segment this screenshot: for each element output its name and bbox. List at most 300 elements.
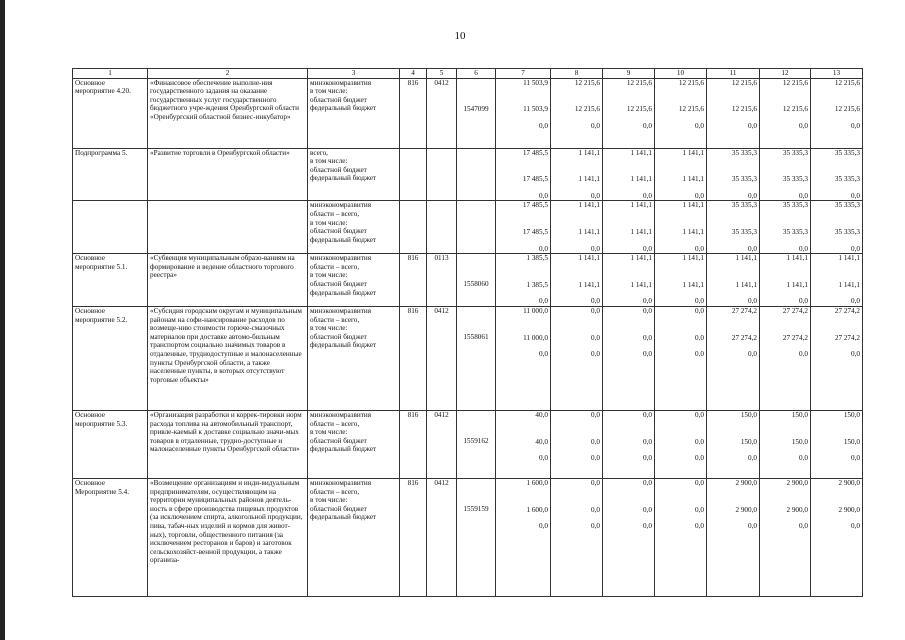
federal-budget-value: 0,0 [539,522,548,531]
total-value: 1 141,1 [682,201,704,210]
csr-code [457,78,496,148]
funding-source [308,478,400,596]
federal-budget-value: 0,0 [591,454,600,463]
total-value: 2 900,0 [735,478,757,487]
federal-budget-value: 0,0 [695,121,704,130]
funding-source-line: в том числе: [310,428,348,437]
total-value: 40,0 [535,410,548,419]
funding-source-line: областной бюджет [310,95,367,104]
year-value-col-7 [496,148,551,201]
regional-budget-value: 11 503,9 [523,105,548,114]
total-value: 12 215,6 [731,78,757,87]
total-value: 1 141,1 [578,254,600,263]
year-value-col-8 [551,254,603,307]
total-value: 0,0 [695,410,704,419]
activity-name [73,201,148,254]
regional-budget-value: 1 141,1 [630,227,652,236]
regional-budget-value: 2 900,0 [786,505,808,514]
column-header-9: 9 [603,69,655,79]
total-value: 11 503,9 [523,78,548,87]
total-value: 27 274,2 [782,306,808,315]
activity-description: «Субсидия городским округам и муниципальным районам на софи-нансирование расходов по возмеще-нию стоимости горюче-смазочных материалов при доставке автомо-бильным транспортом социально значимых товаров в отдаленные, труднодоступные и малонаселенные пункты Оренбургской области, а также населенные пункты, в которых отсутствуют торговые объекты» [148,306,308,410]
rzpr-code [427,201,457,254]
csr-code [457,306,496,410]
column-header-13: 13 [811,69,863,79]
table-row [73,254,863,307]
activity-name: Подпрограмма 5. [73,148,148,201]
total-value: 1 141,1 [682,148,704,157]
activity-description: «Развитие торговли в Оренбургской области» [148,148,308,201]
activity-name: Основное мероприятие 4.20. [73,78,148,148]
federal-budget-value: 0,0 [591,244,600,253]
year-value-col-11 [707,201,760,254]
regional-budget-value: 0,0 [591,437,600,446]
funding-source-line: федеральный бюджет [310,513,377,522]
year-value-col-13 [811,201,863,254]
funding-source-line: минэкономразвития [310,254,372,263]
rzpr-code: 0412 [427,410,457,478]
table-body [73,78,863,596]
table-row [73,148,863,201]
federal-budget-value: 0,0 [643,297,652,306]
year-value-col-9 [603,148,655,201]
activity-description: «Субвенция муниципальным образо-ваниям на формирование и ведение областного торгового реестра» [148,254,308,307]
year-value-col-8 [551,306,603,410]
year-value-col-7 [496,410,551,478]
year-value-col-13 [811,306,863,410]
funding-source-line: областной бюджет [310,436,367,445]
total-value: 17 485,5 [522,148,548,157]
federal-budget-value: 0,0 [799,297,808,306]
year-value-col-13 [811,78,863,148]
funding-source-line: в том числе: [310,157,348,166]
federal-budget-value: 0,0 [799,350,808,359]
regional-budget-value: 12 215,6 [678,105,704,114]
total-value: 0,0 [695,478,704,487]
regional-budget-value: 0,0 [643,437,652,446]
regional-budget-value: 2 900,0 [735,505,757,514]
column-header-6: 6 [457,69,496,79]
year-value-col-10 [655,148,707,201]
column-header-3: 3 [308,69,400,79]
year-value-col-11 [707,410,760,478]
funding-source [308,410,400,478]
total-value: 1 141,1 [578,201,600,210]
regional-budget-value: 150,0 [791,437,808,446]
regional-budget-value: 1 141,1 [735,280,757,289]
regional-budget-value: 12 215,6 [574,105,600,114]
funding-source-line: области – всего, [310,419,360,428]
table-row [73,306,863,410]
regional-budget-value: 12 215,6 [731,105,757,114]
funding-source-line: федеральный бюджет [310,104,377,113]
funding-source-line: областной бюджет [310,227,367,236]
total-value: 2 900,0 [786,478,808,487]
federal-budget-value: 0,0 [591,522,600,531]
total-value: 1 141,1 [630,148,652,157]
total-value: 35 335,3 [834,148,860,157]
total-value: 1 141,1 [786,254,808,263]
regional-budget-value: 35 335,3 [731,227,757,236]
year-value-col-12 [760,148,811,201]
funding-source-line: минэкономразвития [310,201,372,210]
total-value: 1 600,0 [526,478,548,487]
federal-budget-value: 0,0 [851,191,860,200]
column-header-8: 8 [551,69,603,79]
federal-budget-value: 0,0 [748,454,757,463]
year-value-col-9 [603,201,655,254]
column-header-7: 7 [496,69,551,79]
regional-budget-value: 1 141,1 [578,227,600,236]
year-value-col-12 [760,410,811,478]
federal-budget-value: 0,0 [851,244,860,253]
regional-budget-value: 150,0 [740,437,757,446]
regional-budget-value: 17 485,5 [522,227,548,236]
year-value-col-7 [496,306,551,410]
total-value: 35 335,3 [782,148,808,157]
total-value: 35 335,3 [782,201,808,210]
year-value-col-7 [496,254,551,307]
year-value-col-9 [603,410,655,478]
total-value: 17 485,5 [522,201,548,210]
funding-source-line: минэкономразвития [310,410,372,419]
year-value-col-11 [707,78,760,148]
year-value-col-10 [655,254,707,307]
activity-name: Основное мероприятие 5.3. [73,410,148,478]
total-value: 1 141,1 [735,254,757,263]
regional-budget-value: 35 335,3 [731,175,757,184]
total-value: 0,0 [643,410,652,419]
total-value: 35 335,3 [731,148,757,157]
total-value: 0,0 [643,478,652,487]
federal-budget-value: 0,0 [539,350,548,359]
federal-budget-value: 0,0 [748,191,757,200]
funding-source-line: области – всего, [310,262,360,271]
funding-source-line: минэкономразвития [310,478,372,487]
scan-edge [0,0,5,640]
total-value: 150,0 [791,410,808,419]
total-value: 12 215,6 [626,78,652,87]
total-value: 1 141,1 [630,201,652,210]
regional-budget-value: 27 274,2 [782,333,808,342]
total-value: 150,0 [740,410,757,419]
regional-budget-value: 27 274,2 [731,333,757,342]
regional-budget-value: 0,0 [695,437,704,446]
funding-source-line: в том числе: [310,496,348,505]
federal-budget-value: 0,0 [695,244,704,253]
activity-name: Основное Мероприятие 5.4. [73,478,148,596]
regional-budget-value: 0,0 [591,333,600,342]
year-value-col-12 [760,478,811,596]
regional-budget-value: 1 141,1 [682,227,704,236]
year-value-col-8 [551,478,603,596]
federal-budget-value: 0,0 [591,121,600,130]
federal-budget-value: 0,0 [695,522,704,531]
regional-budget-value: 1 141,1 [630,175,652,184]
grbs-code: 816 [400,78,427,148]
federal-budget-value: 0,0 [748,350,757,359]
column-header-4: 4 [400,69,427,79]
federal-budget-value: 0,0 [643,121,652,130]
year-value-col-11 [707,478,760,596]
total-value: 2 900,0 [838,478,860,487]
regional-budget-value: 17 485,5 [522,175,548,184]
federal-budget-value: 0,0 [591,297,600,306]
federal-budget-value: 0,0 [539,121,548,130]
activity-name: Основное мероприятие 5.2. [73,306,148,410]
year-value-col-10 [655,201,707,254]
regional-budget-value: 40,0 [535,437,548,446]
year-value-col-8 [551,410,603,478]
regional-budget-value: 0,0 [591,505,600,514]
year-value-col-10 [655,306,707,410]
grbs-code: 816 [400,410,427,478]
funding-source [308,201,400,254]
csr-code-value: 1559162 [463,436,489,445]
federal-budget-value: 0,0 [748,297,757,306]
total-value: 0,0 [591,478,600,487]
regional-budget-value: 1 141,1 [578,280,600,289]
regional-budget-value: 12 215,6 [834,105,860,114]
regional-budget-value: 11 000,0 [523,333,548,342]
year-value-col-10 [655,410,707,478]
funding-source-line: всего, [310,148,328,157]
year-value-col-10 [655,478,707,596]
funding-source-line: федеральный бюджет [310,174,377,183]
activity-description [148,201,308,254]
federal-budget-value: 0,0 [799,244,808,253]
year-value-col-10 [655,78,707,148]
regional-budget-value: 12 215,6 [782,105,808,114]
total-value: 0,0 [695,306,704,315]
grbs-code [400,148,427,201]
federal-budget-value: 0,0 [799,454,808,463]
total-value: 150,0 [843,410,860,419]
federal-budget-value: 0,0 [695,454,704,463]
federal-budget-value: 0,0 [643,244,652,253]
total-value: 12 215,6 [574,78,600,87]
regional-budget-value: 1 141,1 [578,175,600,184]
rzpr-code: 0412 [427,478,457,596]
regional-budget-value: 150,0 [843,437,860,446]
regional-budget-value: 0,0 [695,505,704,514]
year-value-col-12 [760,201,811,254]
regional-budget-value: 1 385,5 [526,280,548,289]
regional-budget-value: 2 900,0 [838,505,860,514]
regional-budget-value: 35 335,3 [782,227,808,236]
federal-budget-value: 0,0 [591,350,600,359]
funding-source-line: областной бюджет [310,332,367,341]
funding-source-line: области – всего, [310,315,360,324]
regional-budget-value: 1 600,0 [526,505,548,514]
funding-source [308,306,400,410]
csr-code [457,148,496,201]
total-value: 12 215,6 [678,78,704,87]
regional-budget-value: 1 141,1 [786,280,808,289]
total-value: 0,0 [591,306,600,315]
total-value: 1 141,1 [578,148,600,157]
column-header-11: 11 [707,69,760,79]
year-value-col-8 [551,201,603,254]
total-value: 27 274,2 [731,306,757,315]
funding-source-line: области – всего, [310,487,360,496]
header-row [73,69,863,79]
grbs-code [400,201,427,254]
regional-budget-value: 0,0 [643,505,652,514]
total-value: 1 141,1 [838,254,860,263]
regional-budget-value: 35 335,3 [834,175,860,184]
regional-budget-value: 1 141,1 [682,175,704,184]
year-value-col-7 [496,201,551,254]
federal-budget-value: 0,0 [851,522,860,531]
total-value: 0,0 [591,410,600,419]
funding-source-line: в том числе: [310,218,348,227]
funding-source [308,254,400,307]
regional-budget-value: 35 335,3 [782,175,808,184]
funding-source-line: минэкономразвития [310,78,372,87]
year-value-col-9 [603,254,655,307]
year-value-col-13 [811,478,863,596]
total-value: 12 215,6 [834,78,860,87]
federal-budget-value: 0,0 [748,244,757,253]
grbs-code: 816 [400,478,427,596]
funding-source-line: федеральный бюджет [310,235,377,244]
regional-budget-value: 1 141,1 [838,280,860,289]
csr-code [457,254,496,307]
federal-budget-value: 0,0 [695,297,704,306]
activity-name: Основное мероприятие 5.1. [73,254,148,307]
funding-source-line: в том числе: [310,271,348,280]
year-value-col-11 [707,306,760,410]
rzpr-code: 0113 [427,254,457,307]
funding-source-line: в том числе: [310,87,348,96]
total-value: 1 141,1 [682,254,704,263]
regional-budget-value: 12 215,6 [626,105,652,114]
federal-budget-value: 0,0 [539,244,548,253]
csr-code [457,478,496,596]
federal-budget-value: 0,0 [643,454,652,463]
activity-description: «Финансовое обеспечение выполне-ния государственного задания на оказание государственных услуг государственного бюджетного учре-ждения Оренбургской области «Оренбургский областной бизнес-инкубатор» [148,78,308,148]
regional-budget-value: 35 335,3 [834,227,860,236]
federal-budget-value: 0,0 [643,350,652,359]
funding-source-line: областной бюджет [310,504,367,513]
activity-description: «Возмещение организациям и инди-видуальным предпринимателям, осуществляющим на территории муниципальных районов деятель-ность в сфере производства пищевых продуктов (за исключением спирта, алкогольной продукции, пива, табач-ных изделий и кормов для живот-ных), торговли, общественного питания (за исключением ресторанов и баров) и заготовок сельскохозяйст-венной продукции, а также организа- [148,478,308,596]
table-row [73,478,863,596]
column-header-1: 1 [73,69,148,79]
year-value-col-12 [760,78,811,148]
federal-budget-value: 0,0 [851,121,860,130]
federal-budget-value: 0,0 [851,454,860,463]
funding-source-line: в том числе: [310,324,348,333]
federal-budget-value: 0,0 [748,522,757,531]
federal-budget-value: 0,0 [539,191,548,200]
csr-code-value: 1558060 [463,280,489,289]
year-value-col-9 [603,478,655,596]
year-value-col-9 [603,306,655,410]
csr-code [457,201,496,254]
year-value-col-13 [811,410,863,478]
year-value-col-7 [496,478,551,596]
total-value: 1 385,5 [526,254,548,263]
year-value-col-8 [551,78,603,148]
year-value-col-12 [760,254,811,307]
regional-budget-value: 0,0 [695,333,704,342]
federal-budget-value: 0,0 [799,522,808,531]
csr-code-value: 1558061 [463,332,489,341]
federal-budget-value: 0,0 [643,191,652,200]
regional-budget-value: 0,0 [643,333,652,342]
total-value: 0,0 [643,306,652,315]
funding-source-line: федеральный бюджет [310,445,377,454]
rzpr-code [427,148,457,201]
federal-budget-value: 0,0 [851,297,860,306]
federal-budget-value: 0,0 [539,297,548,306]
year-value-col-8 [551,148,603,201]
year-value-col-13 [811,254,863,307]
total-value: 1 141,1 [630,254,652,263]
funding-source [308,148,400,201]
budget-table [72,68,863,597]
total-value: 27 274,2 [834,306,860,315]
csr-code [457,410,496,478]
funding-source-line: минэкономразвития [310,306,372,315]
grbs-code: 816 [400,306,427,410]
table-row [73,201,863,254]
regional-budget-value: 27 274,2 [834,333,860,342]
federal-budget-value: 0,0 [695,191,704,200]
year-value-col-7 [496,78,551,148]
regional-budget-value: 1 141,1 [630,280,652,289]
total-value: 11 000,0 [523,306,548,315]
federal-budget-value: 0,0 [591,191,600,200]
table-row [73,410,863,478]
federal-budget-value: 0,0 [539,454,548,463]
federal-budget-value: 0,0 [799,121,808,130]
total-value: 12 215,6 [782,78,808,87]
federal-budget-value: 0,0 [695,350,704,359]
federal-budget-value: 0,0 [799,191,808,200]
rzpr-code: 0412 [427,78,457,148]
column-header-5: 5 [427,69,457,79]
year-value-col-12 [760,306,811,410]
funding-source-line: областной бюджет [310,279,367,288]
funding-source [308,78,400,148]
table-row [73,78,863,148]
year-value-col-11 [707,148,760,201]
year-value-col-11 [707,254,760,307]
csr-code-value: 1547099 [463,104,489,113]
funding-source-line: областной бюджет [310,165,367,174]
federal-budget-value: 0,0 [851,350,860,359]
page-number: 10 [454,30,466,42]
regional-budget-value: 1 141,1 [682,280,704,289]
year-value-col-9 [603,78,655,148]
grbs-code: 816 [400,254,427,307]
activity-description: «Организация разработки и коррек-тировки норм расхода топлива на автомобильный транспорт, привле-каемый к доставке социально значи-мых товаров в отдаленные, трудно-доступные и малонаселенные пункты Оренбургской области» [148,410,308,478]
funding-source-line: федеральный бюджет [310,341,377,350]
column-header-2: 2 [148,69,308,79]
federal-budget-value: 0,0 [748,121,757,130]
funding-source-line: области – всего, [310,209,360,218]
funding-source-line: федеральный бюджет [310,288,377,297]
rzpr-code: 0412 [427,306,457,410]
total-value: 35 335,3 [731,201,757,210]
year-value-col-13 [811,148,863,201]
column-header-12: 12 [760,69,811,79]
total-value: 35 335,3 [834,201,860,210]
federal-budget-value: 0,0 [643,522,652,531]
csr-code-value: 1559159 [463,504,489,513]
